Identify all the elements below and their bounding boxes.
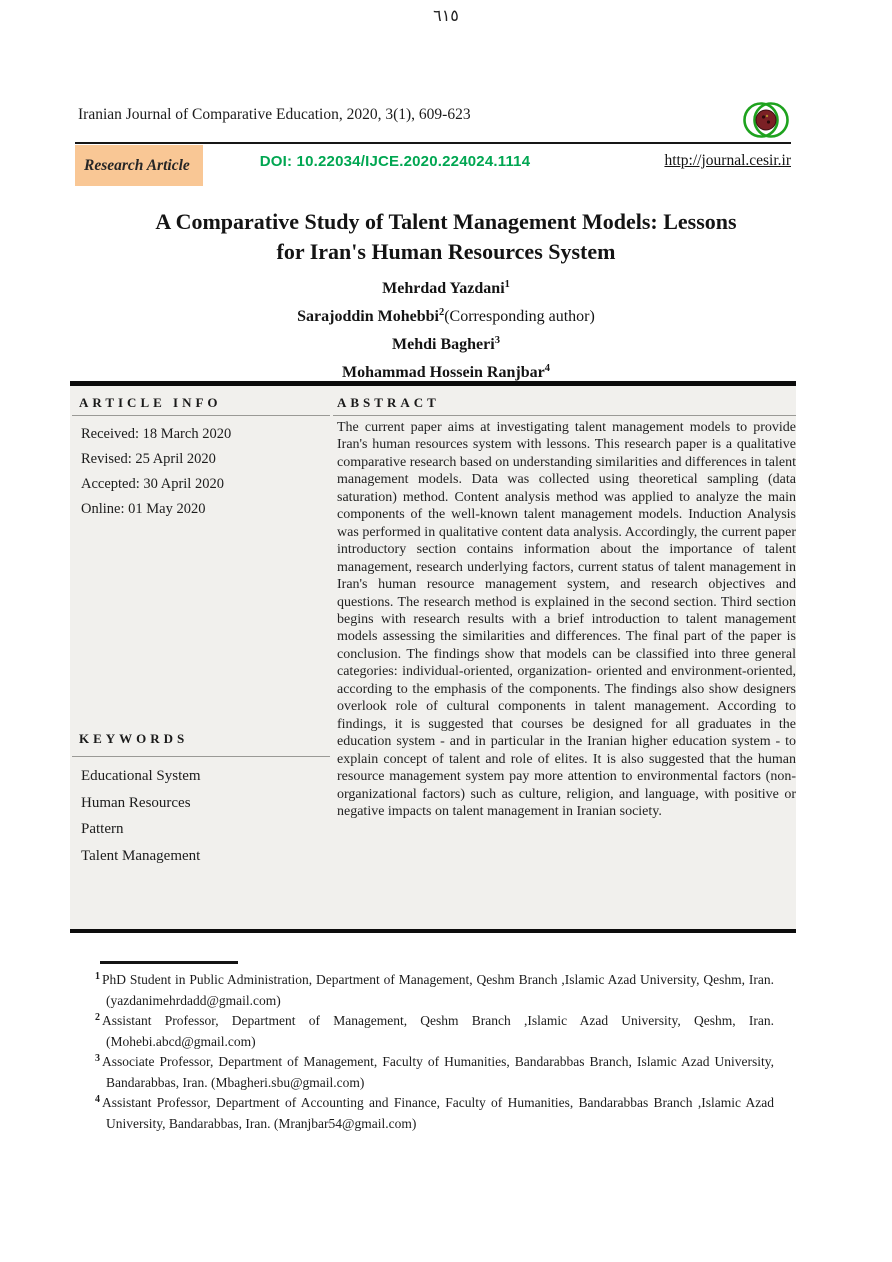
author-line	[96, 276, 796, 304]
journal-url-link[interactable]: http://journal.cesir.ir	[664, 152, 791, 169]
abstract-text: The current paper aims at investigating talent management models to provide Iran's human resources system with lessons. This research paper is a qualitative comparative research based on understanding similarities and differences in talent management models. Data was collected using theoretical sampling (data saturation) method. Content analysis method was applied to analyze the main components of the well-known talent management models. Induction Analysis was performed in qualitative content data analysis. Accordingly, the current paper introductory section contains information about the importance of talent management, research underlying factors, current status of talent management in Iran's human resource management system, and research objectives and questions. The research method is explained in the second section. Third section begins with research results with a brief introduction to talent management models assessing the similarities and differences. The final part of the paper is conclusion. The findings show that models can be classified into three general categories: individual-oriented, organization- oriented and environment-oriented, according to the emphasis of the components. The findings also show designers overlook role of cultural components in talent management. According to findings, it is suggested that courses be designed for all graduates in the education system - and in particular in the Iranian higher education system - to explain concept of talent and role of elites. It is also suggested that the human resource management system pay more attention to environmental factors (non-organizational factors) such as culture, religion, and language, with positive or negative impacts on talent management in Iranian society.	[337, 420, 796, 819]
footnote-text: Assistant Professor, Department of Management, Qeshm Branch ,Islamic Azad University, Qeshm, Iran. (Mohebi.abcd@gmail.com)	[102, 1013, 774, 1049]
article-title	[96, 207, 796, 267]
abstract-header: ABSTRACT	[337, 395, 440, 410]
revised-date: Revised: 25 April 2020	[81, 451, 216, 467]
footnote-list	[95, 971, 774, 1135]
author-affiliation-sup: 1	[504, 279, 510, 290]
info-box-bottom-rule	[70, 929, 796, 933]
author-line	[96, 332, 796, 360]
author-name: Sarajoddin Mohebbi	[297, 308, 439, 325]
author-name: Mehrdad Yazdani	[382, 280, 505, 297]
research-article-badge	[75, 145, 203, 186]
footnote	[95, 1012, 774, 1051]
research-article-badge-label: Research Article	[84, 156, 190, 174]
article-info-header: ARTICLE INFO	[79, 395, 222, 410]
author-affiliation-sup: 4	[544, 363, 550, 374]
journal-logo-icon	[743, 99, 789, 146]
keywords-underline	[72, 756, 330, 757]
doi-link[interactable]: DOI: 10.22034/IJCE.2020.224024.1114	[259, 153, 531, 170]
author-name: Mehdi Bagheri	[392, 336, 495, 353]
author-affiliation-sup: 3	[494, 335, 500, 346]
footnote-separator	[100, 961, 238, 964]
keyword-item: Pattern	[81, 821, 124, 837]
keyword-item: Human Resources	[81, 794, 191, 811]
article-title-line-2: for Iran's Human Resources System	[276, 239, 616, 264]
article-info-abstract-panel	[70, 386, 796, 929]
article-title-line-1: A Comparative Study of Talent Management Models: Lessons	[155, 209, 737, 234]
online-date: Online: 01 May 2020	[81, 501, 206, 517]
author-affiliation-sup: 2	[438, 307, 445, 318]
footnote	[95, 1094, 774, 1133]
author-line	[96, 304, 796, 332]
keyword-item: Talent Management	[81, 847, 201, 864]
article-info-underline	[72, 415, 330, 416]
footnote-text: Assistant Professor, Department of Accounting and Finance, Faculty of Humanities, Bandarabbas Branch ,Islamic Azad University, Bandarabbas, Iran. (Mranjbar54@gmail.com)	[102, 1095, 774, 1131]
article-dates	[81, 422, 231, 522]
author-suffix: (Corresponding author)	[444, 308, 595, 325]
keyword-item: Educational System	[81, 768, 201, 784]
keywords-header: KEYWORDS	[79, 731, 189, 746]
footnote-number: 3	[95, 1053, 100, 1064]
footnote-number: 1	[95, 971, 100, 982]
author-name: Mohammad Hossein Ranjbar	[342, 364, 545, 381]
footnote	[95, 971, 774, 1010]
journal-title: Iranian Journal of Comparative Education, 2020, 3(1), 609-623	[78, 106, 471, 123]
footnote	[95, 1053, 774, 1092]
footnote-text: Associate Professor, Department of Management, Faculty of Humanities, Bandarabbas Branch, Islamic Azad University, Bandarabbas, Iran. (Mbagheri.sbu@gmail.com)	[102, 1054, 774, 1090]
accepted-date: Accepted: 30 April 2020	[81, 476, 224, 492]
footnote-number: 4	[95, 1094, 100, 1105]
page-number: ٦١٥	[433, 6, 459, 25]
keyword-list	[81, 763, 201, 869]
received-date: Received: 18 March 2020	[81, 426, 232, 442]
footnote-number: 2	[95, 1012, 100, 1023]
footnote-text: PhD Student in Public Administration, Department of Management, Qeshm Branch ,Islamic Azad University, Qeshm, Iran. (yazdanimehrdadd@gmail.com)	[102, 972, 774, 1008]
abstract-underline	[333, 415, 796, 416]
header-divider	[75, 142, 791, 144]
author-list	[96, 276, 796, 388]
